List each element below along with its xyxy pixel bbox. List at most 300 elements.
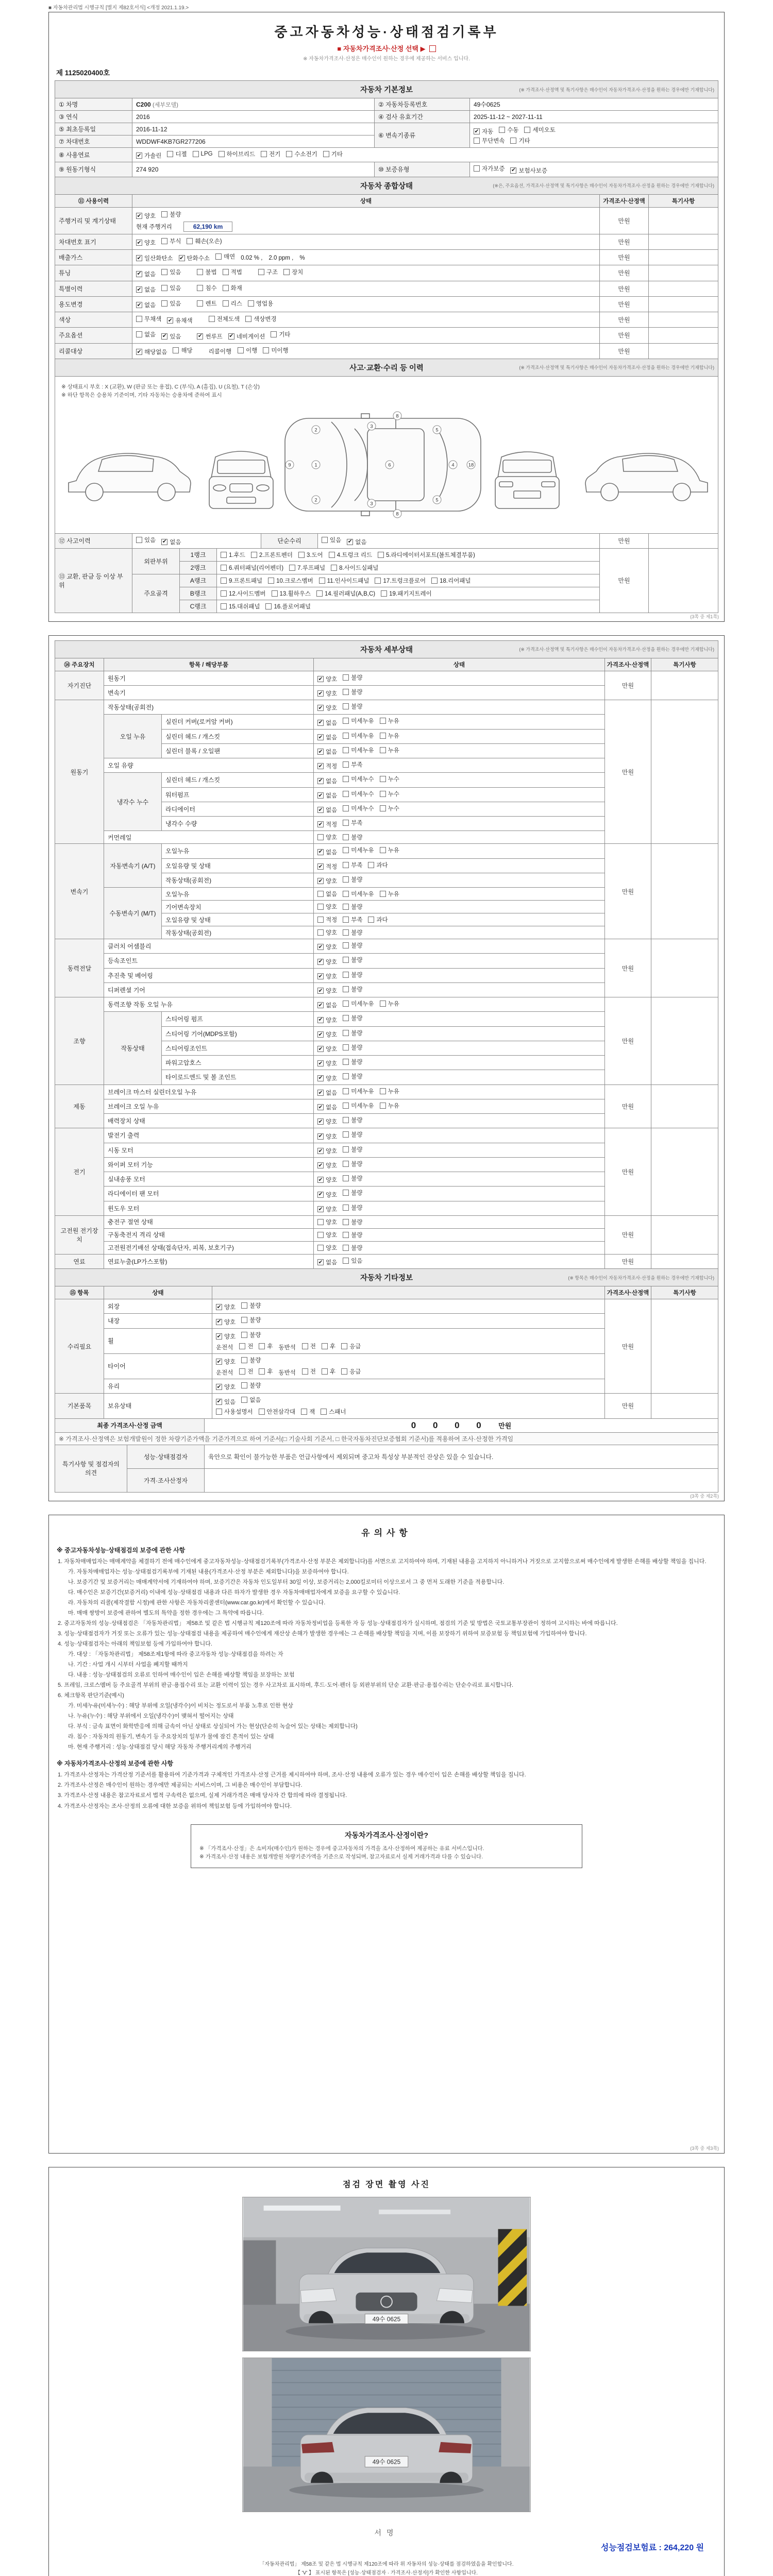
transmission-label: ⑥ 변속기종류 (375, 123, 470, 148)
checkbox-6.쿼터패널(리어펜더)[interactable]: 6.쿼터패널(리어펜더) (221, 564, 283, 572)
checkbox-썬루프[interactable]: ✔ 썬루프 (198, 333, 223, 340)
checkbox-있음[interactable]: 있음 (343, 1257, 362, 1265)
sheet-notice (48, 1515, 725, 2154)
note-cell (649, 281, 718, 296)
checkbox-4.트렁크 리드[interactable]: 4.트렁크 리드 (329, 551, 372, 559)
checkbox-누유[interactable]: 누유 (380, 746, 399, 754)
caution-stripe-board (498, 2229, 527, 2306)
checkbox-과다[interactable]: 과다 (368, 861, 388, 869)
checkbox-잭[interactable]: 잭 (301, 1408, 315, 1416)
page-title: 중고자동차성능·상태점검기록부 (274, 24, 499, 40)
checkbox-양호[interactable]: ✔ 양호 (318, 1118, 338, 1126)
year-value: 2016 (132, 111, 375, 123)
overall-row: 주요옵션 없음 ✔ 있음 ✔ 썬루프 ✔ 네비게이션 기타 만원 (55, 328, 718, 343)
checkbox-없음[interactable]: ✔ 없음 (318, 849, 338, 856)
inspector-opinion: 육안으로 확인이 불가능한 부품은 언급사항에서 제외되며 중고차 특성상 부분적인 잔상은 있을 수 있습니다. (205, 1445, 718, 1468)
checkbox-부족[interactable]: 부족 (343, 819, 362, 827)
checkbox-불량[interactable]: 불량 (343, 1058, 362, 1066)
checkbox-있음[interactable]: 있음 (136, 536, 156, 544)
checkbox-불량[interactable]: 불량 (343, 928, 362, 937)
notice-item: 4. 가격조사·산정자는 조사·산정의 오류에 대한 보증을 위하여 책임보험 등에 가입하여야 합니다. (58, 1803, 292, 1809)
checkbox-불량[interactable]: 불량 (343, 833, 362, 841)
checkbox-적정[interactable]: ✔ 적정 (318, 863, 338, 870)
checkbox-없음[interactable]: ✔ 없음 (318, 806, 338, 814)
checkbox-불량[interactable]: 불량 (343, 971, 362, 979)
state-row: 작동상태(공회전) ✔ 양호 불량 (55, 873, 718, 887)
checkbox-무채색[interactable]: 무채색 (136, 315, 161, 323)
checkbox-11.인사이드패널[interactable]: 11.인사이드패널 (319, 577, 369, 585)
state-row: 실내송풍 모터 ✔ 양호 불량 (55, 1172, 718, 1187)
checkbox-10.크로스멤버[interactable]: 10.크로스멤버 (268, 577, 313, 585)
checkbox-네비게이션[interactable]: ✔ 네비게이션 (229, 333, 265, 340)
checkbox-불량[interactable]: 불량 (343, 956, 362, 964)
checkbox-누수[interactable]: 누수 (380, 775, 399, 783)
checkbox-사용설명서[interactable]: 사용설명서 (216, 1408, 253, 1416)
checkbox-2.프론트펜더[interactable]: 2.프론트펜더 (251, 551, 293, 559)
price-cell: 만원 (600, 296, 649, 312)
checkbox-전[interactable]: 전 (239, 1342, 253, 1350)
checkbox-불량[interactable]: 불량 (241, 1301, 261, 1310)
car-name-value: C200 (세부모델) (132, 98, 375, 111)
checkbox-안전삼각대[interactable]: 안전삼각대 (259, 1408, 296, 1416)
checkbox-양호[interactable]: ✔ 양호 (318, 705, 338, 712)
checkbox-양호[interactable]: 양호 (317, 903, 337, 911)
checkbox-적정[interactable]: ✔ 적정 (318, 821, 338, 828)
checkbox-양호[interactable]: ✔ 양호 (318, 675, 338, 683)
checkbox-없음[interactable]: ✔ 없음 (318, 777, 338, 785)
checkbox-영업용[interactable]: 영업용 (248, 299, 273, 308)
checkbox-불량[interactable]: 불량 (343, 1116, 362, 1124)
note-cell (651, 1128, 718, 1216)
price-cell: 만원 (605, 700, 651, 844)
checkbox-매연[interactable]: 매연 (215, 252, 235, 261)
exchange-panel-table (55, 548, 718, 613)
checkbox-불량[interactable]: 불량 (241, 1356, 261, 1364)
warranty-options (470, 162, 718, 177)
col-note: 특기사항 (649, 194, 718, 207)
col-state: 상태 (104, 1286, 212, 1299)
checkbox-불량[interactable]: 불량 (343, 1204, 362, 1212)
checkbox-누수[interactable]: 누수 (380, 790, 399, 798)
checkbox-미세누수[interactable]: 미세누수 (343, 775, 374, 783)
checkbox-양호[interactable]: ✔ 양호 (318, 944, 338, 951)
checkbox-불량[interactable]: 불량 (343, 1160, 362, 1168)
checkbox-양호[interactable]: ✔ 양호 (137, 239, 156, 246)
checkbox-적정[interactable]: 적정 (317, 916, 337, 924)
checkbox-양호[interactable]: ✔ 양호 (318, 987, 338, 994)
overall-row: 차대번호 표기 ✔ 양호 부식 훼손(오손) 만원 (55, 234, 718, 249)
checkbox-응급[interactable]: 응급 (341, 1342, 361, 1350)
first-reg-value: 2016-11-12 (132, 123, 375, 135)
checkbox-있음[interactable]: 있음 (161, 299, 181, 308)
checkbox-양호[interactable]: ✔ 양호 (318, 690, 338, 697)
state-row: 연료 연료누출(LP가스포함) ✔ 없음 있음 만원 (55, 1254, 718, 1268)
checkbox-불량[interactable]: 불량 (343, 1130, 362, 1139)
note-cell (651, 1254, 718, 1268)
state-row: 타이어 ✔ 양호 불량 운전석 전 후 동반석 전 후 응급 (55, 1353, 718, 1379)
checkbox-렌트[interactable]: 렌트 (197, 299, 216, 308)
section-basic-header: 자동차 기본정보 (※ 가격조사·산정액 및 특기사항은 매수인이 자동차가격조사·산정을 원하는 경우에만 기재합니다) (55, 80, 718, 98)
checkbox-13.휠하우스[interactable]: 13.휠하우스 (272, 589, 311, 598)
checkbox-전기[interactable]: 전기 (261, 150, 280, 158)
checkbox-미세누유[interactable]: 미세누유 (343, 732, 374, 740)
page-ref: (3쪽 중 제2쪽) (690, 1493, 719, 1499)
checkbox-양호[interactable]: ✔ 양호 (318, 1206, 338, 1213)
checkbox-18.리어패널[interactable]: 18.리어패널 (431, 577, 470, 585)
checkbox-구조[interactable]: 구조 (258, 268, 278, 276)
checkbox-양호[interactable]: 양호 (317, 1218, 337, 1226)
checkbox-전[interactable]: 전 (239, 1367, 253, 1376)
vin-value: WDDWF4KB7GR277206 (132, 135, 375, 148)
price-cell: 만원 (605, 1215, 651, 1254)
checkbox-부식[interactable]: 부식 (161, 237, 181, 245)
checkbox-불량[interactable]: 불량 (343, 1244, 362, 1252)
checkbox-없음[interactable]: ✔ 없음 (318, 734, 338, 741)
checkbox-양호[interactable]: 양호 (317, 1244, 337, 1252)
checkbox-불량[interactable]: 불량 (241, 1381, 261, 1389)
checkbox-리스[interactable]: 리스 (223, 299, 242, 308)
checkbox-있음[interactable]: 있음 (322, 536, 341, 544)
car-rear-view (495, 452, 559, 509)
checkbox-누유[interactable]: 누유 (380, 732, 399, 740)
checkbox-없음[interactable]: 없음 (241, 1396, 261, 1404)
checkbox-후[interactable]: 후 (322, 1367, 335, 1376)
page-ref: (3쪽 중 제1쪽) (690, 614, 719, 619)
note-cell (649, 296, 718, 312)
checkbox-16.플로어패널[interactable]: 16.플로어패널 (265, 602, 311, 611)
checkbox-없음[interactable]: ✔ 없음 (318, 1089, 338, 1096)
state-row: 와이퍼 모터 기능 ✔ 양호 불량 (55, 1157, 718, 1172)
checkbox-침수[interactable]: 침수 (197, 284, 216, 292)
notice-item: 마. 현재 주행거리 : 성능·상태점검 당시 해당 자동차 주행거리계의 주행거리 (68, 1744, 252, 1751)
car-diagram-panel (55, 376, 718, 534)
checkbox-있음[interactable]: 있음 (161, 284, 181, 292)
checkbox-양호[interactable]: ✔ 양호 (216, 1318, 236, 1326)
etc-tbody (55, 1299, 718, 1419)
checkbox-양호[interactable]: ✔ 양호 (318, 1045, 338, 1053)
simple-repair-label: 단순수리 (261, 534, 318, 548)
checkbox-미세누유[interactable]: 미세누유 (343, 1087, 374, 1095)
checkbox-불량[interactable]: 불량 (161, 210, 181, 218)
checkbox-불량[interactable]: 불량 (343, 1189, 362, 1197)
checkbox-없음[interactable]: ✔ 없음 (318, 1002, 338, 1009)
checkbox-미이행[interactable]: 미이행 (263, 346, 288, 354)
checkbox-없음[interactable]: ✔ 없음 (137, 270, 156, 278)
checkbox-불량[interactable]: 불량 (343, 1029, 362, 1037)
checkbox-없음[interactable]: ✔ 없음 (318, 719, 338, 726)
sheet-basic (48, 12, 725, 622)
checkbox-미세누수[interactable]: 미세누수 (343, 790, 374, 798)
checkbox-과다[interactable]: 과다 (368, 916, 388, 924)
checkbox-미세누유[interactable]: 미세누유 (343, 717, 374, 725)
state-row: 냉각수 누수 실린더 헤드 / 개스킷 ✔ 없음 미세누수 누수 (55, 773, 718, 787)
price-select-note: ※ 자동차가격조사·산정은 매수인이 원하는 경우에 제공하는 서비스 입니다. (303, 56, 470, 62)
checkbox-보험사보증[interactable]: ✔ 보험사보증 (511, 167, 547, 174)
document-number: 제 1125020400호 (56, 69, 110, 77)
checkbox-14.필러패널(A,B,C)[interactable]: 14.필러패널(A,B,C) (316, 589, 375, 598)
checkbox-불량[interactable]: 불량 (343, 688, 362, 696)
checkbox-누유[interactable]: 누유 (380, 846, 399, 854)
checkbox-불량[interactable]: 불량 (343, 1174, 362, 1182)
section-etc-header: 자동차 기타정보 (※ 항목은 매수인이 자동차가격조사·산정을 원하는 경우에만 기재합니다) (55, 1268, 718, 1286)
overall-row: 특별이력 ✔ 없음 있음 침수 화재 만원 (55, 281, 718, 296)
car-side-right-view (585, 453, 708, 501)
overall-row: 배출가스 ✔ 일산화탄소 ✔ 탄화수소 매연 0.02 % , 2.0 ppm , % 만원 (55, 250, 718, 265)
note-cell (651, 1215, 718, 1254)
state-row: 타이로드엔드 및 볼 조인트 ✔ 양호 불량 (55, 1070, 718, 1084)
checkbox-없음[interactable]: ✔ 없음 (137, 301, 156, 309)
checkbox-불량[interactable]: 불량 (343, 875, 362, 884)
checkbox-부족[interactable]: 부족 (343, 861, 362, 869)
checkbox-양호[interactable]: ✔ 양호 (137, 212, 156, 219)
checkbox-19.패키지트레이[interactable]: 19.패키지트레이 (381, 589, 432, 598)
checkbox-7.루프패널[interactable]: 7.루프패널 (289, 564, 325, 572)
checkbox-불량[interactable]: 불량 (343, 702, 362, 710)
note-cell (649, 534, 718, 548)
state-row: 디퍼렌셜 기어 ✔ 양호 불량 (55, 982, 718, 997)
checkbox-후[interactable]: 후 (259, 1367, 273, 1376)
checkbox-양호[interactable]: ✔ 양호 (318, 958, 338, 965)
checkbox-없음[interactable]: ✔ 없음 (318, 748, 338, 755)
car-diagram-svg (58, 400, 718, 529)
checkbox-미세누유[interactable]: 미세누유 (343, 1101, 374, 1110)
checkbox-해당없음[interactable]: ✔ 해당없음 (137, 348, 167, 355)
checkbox-양호[interactable]: ✔ 양호 (318, 1075, 338, 1082)
col-use-history: ⑪ 사용이력 (55, 194, 132, 207)
price-select-checkbox[interactable] (429, 45, 436, 52)
checkbox-부족[interactable]: 부족 (343, 916, 362, 924)
checkbox-무단변속[interactable]: 무단변속 (474, 137, 505, 145)
checkbox-미세누수[interactable]: 미세누수 (343, 804, 374, 812)
state-row: 작동상태 스티어링 펌프 ✔ 양호 불량 (55, 1012, 718, 1026)
checkbox-양호[interactable]: ✔ 양호 (318, 1191, 338, 1198)
checkbox-이행[interactable]: 이행 (238, 346, 257, 354)
checkbox-양호[interactable]: ✔ 양호 (216, 1333, 236, 1340)
vin-label: ⑦ 차대번호 (55, 135, 132, 148)
checkbox-전[interactable]: 전 (302, 1367, 316, 1376)
checkbox-불량[interactable]: 불량 (343, 1014, 362, 1022)
checkbox-양호[interactable]: ✔ 양호 (318, 877, 338, 885)
checkbox-양호[interactable]: ✔ 양호 (318, 1177, 338, 1184)
checkbox-불량[interactable]: 불량 (343, 1231, 362, 1239)
checkbox-양호[interactable]: ✔ 양호 (216, 1304, 236, 1311)
svg-text:8: 8 (396, 413, 399, 419)
checkbox-부족[interactable]: 부족 (343, 760, 362, 769)
checkbox-불량[interactable]: 불량 (343, 1145, 362, 1154)
state-row: 유리 ✔ 양호 불량 (55, 1379, 718, 1394)
checkbox-12.사이드멤버[interactable]: 12.사이드멤버 (221, 589, 266, 598)
state-row: 조향 동력조향 작동 오일 누유 ✔ 없음 미세누유 누유 만원 (55, 997, 718, 1012)
checkbox-불량[interactable]: 불량 (343, 941, 362, 950)
price-cell: 만원 (605, 939, 651, 997)
checkbox-없음[interactable]: ✔ 없음 (318, 1104, 338, 1111)
checkbox-전[interactable]: 전 (302, 1342, 316, 1350)
checkbox-8.사이드실패널[interactable]: 8.사이드실패널 (331, 564, 378, 572)
inspection-period-label: ④ 검사 유효기간 (375, 111, 470, 123)
section-overall-header: 자동차 종합상태 (※은, 주요옵션, 가격조사·산정액 및 특기사항은 매수인이 자동차가격조사·산정을 원하는 경우에만 기재합니다) (55, 177, 718, 195)
checkbox-불량[interactable]: 불량 (241, 1331, 261, 1339)
checkbox-없음[interactable]: ✔ 없음 (318, 792, 338, 799)
warranty-label: ⑩ 보증유형 (375, 162, 470, 177)
notice-item: 5. 프레임, 크로스멤버 등 주요골격 부위의 판금·용접수리 또는 교환 이력이 있는 경우 사고차로 표시하며, 후드·도어·펜더 등 외판부위의 단순 교환·판금·용접수리는 단순수리로 표시합니다. (58, 1682, 514, 1689)
checkbox-없음[interactable]: ✔ 없음 (137, 286, 156, 293)
checkbox-양호[interactable]: ✔ 양호 (318, 1016, 338, 1024)
basic-info-table (55, 98, 718, 177)
price-cell: 만원 (600, 328, 649, 343)
appraiser-label: 가격·조사산정자 (127, 1468, 205, 1492)
sheet-detail (48, 635, 725, 1501)
checkbox-없음[interactable]: ✔ 없음 (347, 538, 367, 546)
state-row: 구동축전지 격리 상태 양호 불량 (55, 1228, 718, 1241)
checkbox-양호[interactable]: ✔ 양호 (318, 1133, 338, 1140)
checkbox-미세누유[interactable]: 미세누유 (343, 999, 374, 1008)
svg-text:3: 3 (370, 423, 373, 430)
state-row: 변속기 자동변속기 (A/T) 오일누유 ✔ 없음 미세누유 누유 만원 (55, 844, 718, 858)
notice-item: 가. 자동차매매업자는 성능·상태점검기록부에 기재된 내용(가격조사·산정 부분은 제외합니다)을 보증하여야 합니다. (68, 1568, 349, 1575)
reg-no-value: 49수0625 (470, 98, 718, 111)
checkbox-불량[interactable]: 불량 (343, 673, 362, 682)
checkbox-불량[interactable]: 불량 (343, 903, 362, 911)
checkbox-3.도어[interactable]: 3.도어 (298, 551, 323, 559)
checkbox-양호[interactable]: ✔ 양호 (318, 973, 338, 980)
svg-text:8: 8 (396, 511, 399, 517)
checkbox-하이브리드[interactable]: 하이브리드 (219, 150, 256, 158)
notice-item: 라. 침수 : 자동차의 원동기, 변속기 등 주요장치의 일부가 물에 잠긴 흔적이 있는 상태 (68, 1734, 274, 1740)
checkbox-불량[interactable]: 불량 (343, 1218, 362, 1226)
price-cell: 만원 (600, 534, 649, 548)
checkbox-적정[interactable]: ✔ 적정 (318, 763, 338, 770)
panel-row: ⑬ 교환, 판금 등 이상 부위 외판부위 1랭크 1.후드 2.프론트펜더 3.도어 4.트렁크 리드 5.라디에이터서포트(볼트체결부품) 만원 (55, 548, 718, 561)
checkbox-없음[interactable]: ✔ 없음 (318, 1259, 338, 1266)
col-note: 특기사항 (651, 1286, 718, 1299)
notice-item: 다. 내용 : 성능·상태점검의 오류로 인하여 매수인이 입은 손해를 배상할 책임을 보장하는 보험 (68, 1672, 295, 1679)
checkbox-누유[interactable]: 누유 (380, 1087, 399, 1095)
final-price-note: ※ 가격조사·산정액은 보험개발원이 정한 차량기준가액을 기준가격으로 하여 기준서(□ 기술사회 기준서, □ 한국자동차진단보증협회 기준서)를 적용하여 조사·산정한 가격임 (55, 1432, 718, 1445)
checkbox-불량[interactable]: 불량 (343, 1072, 362, 1080)
price-cell: 만원 (600, 343, 649, 359)
checkbox-세미오토[interactable]: 세미오토 (524, 126, 555, 134)
checkbox-양호[interactable]: 양호 (317, 928, 337, 937)
checkbox-누수[interactable]: 누수 (380, 804, 399, 812)
state-row: 고전원 전기장치 충전구 절연 상태 양호 불량 만원 (55, 1215, 718, 1228)
checkbox-디젤[interactable]: 디젤 (167, 150, 187, 158)
checkbox-불법[interactable]: 불법 (197, 268, 216, 276)
checkbox-17.트렁크플로어[interactable]: 17.트렁크플로어 (375, 577, 426, 585)
state-row: 시동 모터 ✔ 양호 불량 (55, 1143, 718, 1157)
checkbox-없음[interactable]: ✔ 없음 (162, 538, 181, 546)
checkbox-자동[interactable]: ✔ 자동 (474, 128, 494, 135)
checkbox-미세누유[interactable]: 미세누유 (343, 890, 374, 898)
notice-item: 1. 자동차매매업자는 매매계약을 체결하기 전에 매수인에게 중고자동차성능·상태점검기록부(가격조사·산정 부분은 제외합니다)를 서면으로 고지하여야 하며, 기재된 내용을 고지하지 아니하거나 거짓으로 고지함으로써 매수인에게 발생한 손해를 배상할 책임을 집니다. (58, 1558, 707, 1565)
checkbox-있음[interactable]: 있음 (161, 268, 181, 276)
state-row: 수동변속기 (M/T) 오일누유 없음 미세누유 누유 (55, 888, 718, 901)
checkbox-양호[interactable]: 양호 (317, 833, 337, 841)
checkbox-가솔린[interactable]: ✔ 가솔린 (137, 152, 162, 160)
checkbox-기타[interactable]: 기타 (323, 150, 343, 158)
checkbox-화재[interactable]: 화재 (223, 284, 242, 292)
checkbox-15.대쉬패널[interactable]: 15.대쉬패널 (221, 602, 260, 611)
notice-item: 3. 가격조사·산정 내용은 참고자료로서 법적 구속력은 없으며, 실제 거래가격은 매매 당사자 간 합의에 따라 결정됩니다. (58, 1792, 347, 1799)
checkbox-양호[interactable]: ✔ 양호 (216, 1358, 236, 1365)
price-cell: 만원 (605, 1299, 651, 1394)
price-cell: 만원 (600, 312, 649, 328)
checkbox-미세누유[interactable]: 미세누유 (343, 746, 374, 754)
checkbox-수소전기[interactable]: 수소전기 (286, 150, 317, 158)
inspector-label: 성능·상태점검자 (127, 1445, 205, 1468)
checkbox-양호[interactable]: ✔ 양호 (318, 1147, 338, 1155)
footer-statement-2: 【 'V' 】 표시된 항목은 [성능·상태점검자 · 가격조사·산정자]가 확인한 사항입니다. (295, 2570, 478, 2576)
checkbox-후[interactable]: 후 (259, 1342, 273, 1350)
checkbox-9.프론트패널[interactable]: 9.프론트패널 (221, 577, 262, 585)
checkbox-누유[interactable]: 누유 (380, 999, 399, 1008)
price-cell: 만원 (605, 1084, 651, 1128)
checkbox-있음[interactable]: ✔ 있음 (162, 333, 181, 340)
checkbox-기타[interactable]: 기타 (271, 330, 290, 338)
checkbox-전체도색[interactable]: 전체도색 (209, 315, 240, 323)
price-cell: 만원 (605, 997, 651, 1085)
checkbox-자가보증[interactable]: 자가보증 (474, 164, 505, 173)
state-row: 실린더 블록 / 오일팬 ✔ 없음 미세누유 누유 (55, 743, 718, 758)
page-ref: (3쪽 중 제3쪽) (690, 2145, 719, 2151)
state-row: 원동기 작동상태(공회전) ✔ 양호 불량 만원 (55, 700, 718, 715)
checkbox-해당[interactable]: 해당 (173, 346, 192, 354)
checkbox-1.후드[interactable]: 1.후드 (221, 551, 245, 559)
checkbox-양호[interactable]: ✔ 양호 (216, 1384, 236, 1391)
checkbox-일산화탄소[interactable]: ✔ 일산화탄소 (137, 255, 173, 262)
checkbox-불량[interactable]: 불량 (343, 985, 362, 993)
checkbox-양호[interactable]: ✔ 양호 (318, 1162, 338, 1169)
state-row: 기어변속장치 양호 불량 (55, 901, 718, 913)
price-cell: 만원 (605, 844, 651, 939)
checkbox-장치[interactable]: 장치 (283, 268, 303, 276)
note-cell (651, 844, 718, 939)
checkbox-없음[interactable]: 없음 (317, 890, 337, 898)
checkbox-유채색[interactable]: ✔ 유채색 (167, 317, 193, 325)
checkbox-없음[interactable]: 없음 (136, 330, 156, 338)
checkbox-적법[interactable]: 적법 (223, 268, 242, 276)
checkbox-탄화수소[interactable]: ✔ 탄화수소 (179, 255, 210, 262)
checkbox-양호[interactable]: ✔ 양호 (318, 1060, 338, 1067)
checkbox-색상변경[interactable]: 색상변경 (245, 315, 276, 323)
checkbox-응급[interactable]: 응급 (341, 1367, 361, 1376)
checkbox-누유[interactable]: 누유 (380, 717, 399, 725)
note-cell (649, 265, 718, 281)
state-row: 자기진단 원동기 ✔ 양호 불량 만원 (55, 671, 718, 685)
state-row: 휠 ✔ 양호 불량 운전석 전 후 동반석 전 후 응급 (55, 1328, 718, 1353)
checkbox-불량[interactable]: 불량 (343, 1043, 362, 1052)
panel-row: B랭크 12.사이드멤버 13.휠하우스 14.필러패널(A,B,C) 19.패키지트레이 (55, 587, 718, 600)
checkbox-후[interactable]: 후 (322, 1342, 335, 1350)
checkbox-불량[interactable]: 불량 (241, 1316, 261, 1324)
checkbox-양호[interactable]: ✔ 양호 (318, 1031, 338, 1038)
footer-statement-1: 「자동차관리법」 제58조 및 같은 법 시행규칙 제120조에 따라 위 자동차의 성능·상태를 점검하였음을 확인합니다. (259, 2561, 514, 2567)
checkbox-누유[interactable]: 누유 (380, 890, 399, 898)
checkbox-미세누유[interactable]: 미세누유 (343, 846, 374, 854)
appraiser-opinion (205, 1468, 718, 1492)
checkbox-LPG[interactable]: LPG (193, 151, 213, 157)
checkbox-있음[interactable]: ✔ 있음 (216, 1398, 236, 1405)
notice-item: 2. 가격조사·산정은 매수인이 원하는 경우에만 제공되는 서비스이며, 그 비용은 매수인이 부담합니다. (58, 1782, 303, 1789)
state-row: 윈도우 모터 ✔ 양호 불량 (55, 1201, 718, 1215)
checkbox-양호[interactable]: 양호 (317, 1231, 337, 1239)
checkbox-누유[interactable]: 누유 (380, 1101, 399, 1110)
checkbox-스패너[interactable]: 스패너 (321, 1408, 346, 1416)
checkbox-5.라디에이터서포트(볼트체결부품)[interactable]: 5.라디에이터서포트(볼트체결부품) (378, 551, 475, 559)
svg-text:9: 9 (288, 462, 291, 468)
checkbox-훼손(오손)[interactable]: 훼손(오손) (187, 237, 222, 245)
checkbox-기타[interactable]: 기타 (510, 137, 530, 145)
checkbox-수동[interactable]: 수동 (499, 126, 518, 134)
